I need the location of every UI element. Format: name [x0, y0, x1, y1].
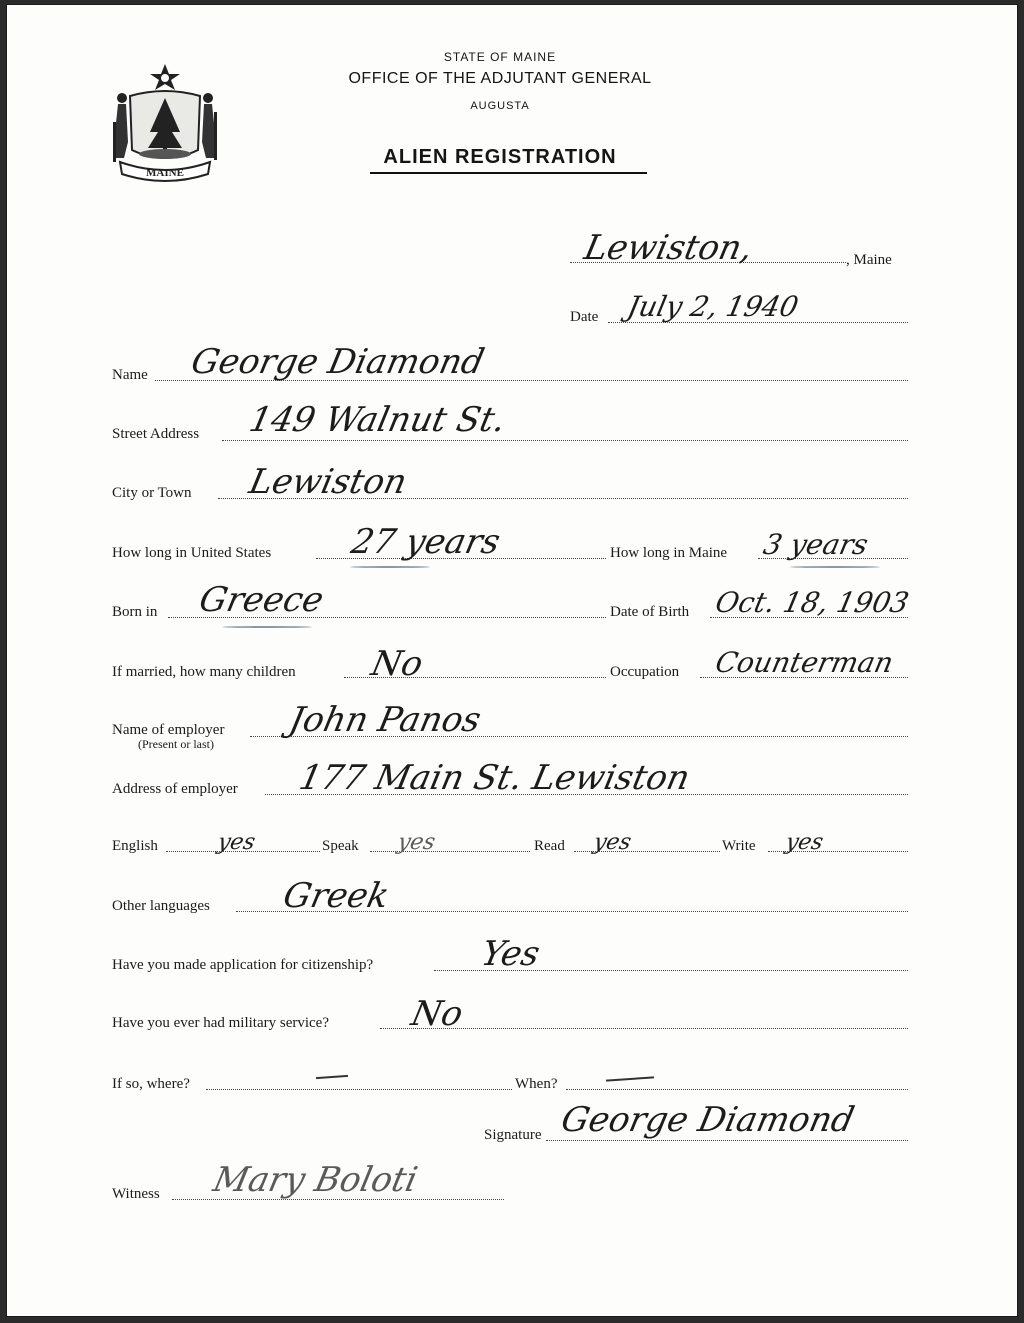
town-value: Lewiston, — [580, 228, 757, 268]
english-value: yes — [215, 830, 258, 855]
date-value: July 2, 1940 — [624, 290, 802, 323]
born-in-value: Greece — [195, 580, 328, 620]
born-in-label: Born in — [112, 604, 158, 620]
citizenship-value: Yes — [477, 934, 544, 974]
city-value: Lewiston — [245, 462, 411, 502]
how-long-us-value: 27 years — [347, 522, 504, 562]
employer-label — [112, 722, 224, 752]
read-value: yes — [591, 830, 634, 855]
seal-banner-text: MAINE — [146, 167, 184, 179]
street-value: 149 Walnut St. — [245, 400, 510, 440]
when-line — [566, 1089, 908, 1090]
dob-value: Oct. 18, 1903 — [712, 586, 912, 619]
date-label: Date — [570, 309, 599, 325]
other-languages-label: Other languages — [112, 898, 210, 914]
name-value: George Diamond — [187, 342, 488, 382]
how-long-maine-value: 3 years — [760, 528, 872, 561]
employer-label-text: Name of employer — [112, 722, 225, 738]
dob-label: Date of Birth — [610, 604, 690, 620]
children-value: No — [367, 644, 427, 684]
how-long-us-underline — [350, 566, 430, 568]
signature-line — [546, 1140, 908, 1141]
street-line — [222, 440, 908, 441]
how-long-maine-label: How long in Maine — [610, 545, 728, 561]
children-label: If married, how many children — [112, 664, 296, 680]
write-value: yes — [783, 830, 826, 855]
write-label: Write — [722, 838, 756, 854]
military-value: No — [407, 994, 467, 1034]
employer-value: John Panos — [285, 700, 485, 740]
header-office: OFFICE OF THE ADJUTANT GENERAL — [348, 70, 652, 87]
signature-value: George Diamond — [557, 1100, 858, 1140]
header-state: STATE OF MAINE — [443, 50, 557, 64]
speak-value: yes — [395, 830, 438, 855]
street-label: Street Address — [112, 426, 200, 442]
citizenship-label: Have you made application for citizenship? — [112, 957, 374, 973]
witness-value: Mary Boloti — [209, 1160, 421, 1200]
english-label: English — [112, 838, 158, 854]
form-title: ALIEN REGISTRATION — [383, 146, 617, 168]
occupation-value: Counterman — [712, 646, 897, 679]
other-languages-value: Greek — [279, 876, 393, 916]
header-city: AUGUSTA — [470, 100, 530, 112]
witness-label: Witness — [112, 1186, 160, 1202]
where-label: If so, where? — [112, 1076, 190, 1092]
title-underline — [370, 172, 647, 174]
how-long-us-label: How long in United States — [112, 545, 272, 561]
name-label: Name — [112, 367, 148, 383]
city-label: City or Town — [112, 485, 192, 501]
employer-address-value: 177 Main St. Lewiston — [295, 758, 694, 798]
employer-address-label: Address of employer — [112, 781, 238, 797]
occupation-label: Occupation — [610, 664, 680, 680]
maine-label: , Maine — [846, 252, 892, 268]
how-long-maine-underline — [790, 566, 880, 568]
where-line — [206, 1089, 512, 1090]
employer-sublabel: (Present or last) — [138, 737, 214, 751]
speak-label: Speak — [322, 838, 359, 854]
born-in-underline — [222, 626, 312, 628]
signature-label: Signature — [484, 1127, 542, 1143]
speak-line — [370, 851, 530, 852]
read-label: Read — [534, 838, 565, 854]
when-label: When? — [515, 1076, 558, 1092]
military-label: Have you ever had military service? — [112, 1015, 329, 1031]
